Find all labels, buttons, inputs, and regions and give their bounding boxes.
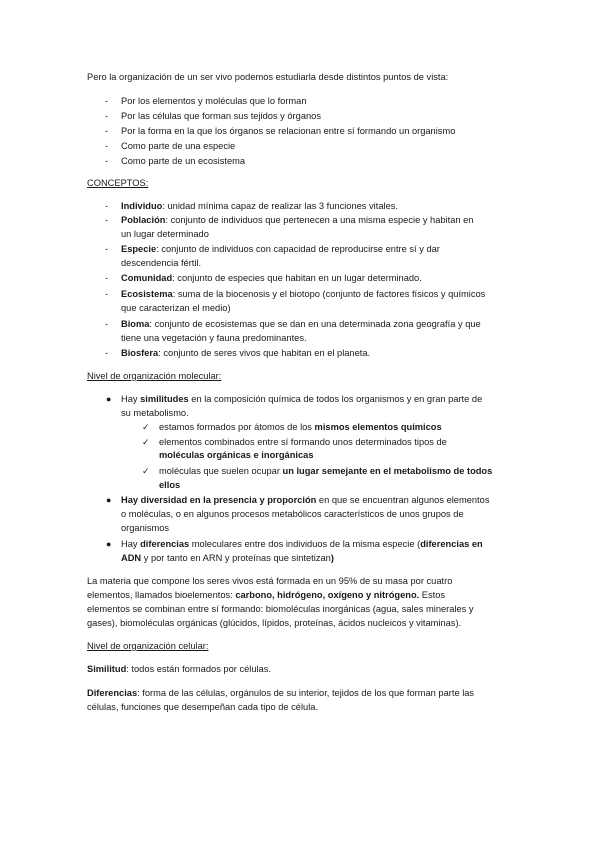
concept-individuo (121, 200, 398, 213)
emphasis: similitudes (140, 394, 189, 404)
list-item: Por las células que forman sus tejidos y órganos (121, 111, 321, 121)
molecular-bullet-similitudes (121, 393, 482, 406)
list-item: Como parte de una especie (121, 141, 236, 151)
intro-text: Pero la organización de un ser vivo podemos estudiarla desde distintos puntos de vista: (87, 72, 449, 82)
check-item (159, 465, 492, 478)
check-item-cont (159, 479, 180, 492)
check-item: elementos combinados entre sí formando unos determinados tipos de (159, 437, 447, 447)
list-item: Por la forma en la que los órganos se relacionan entre sí formando un organismo (121, 126, 456, 136)
concept-definition-cont: que caracterizan el medio) (121, 303, 231, 313)
checkmark-icon: ✓ (142, 422, 150, 432)
text: en la composición química de todos los organismos y en gran parte de (188, 394, 483, 404)
concept-ecosistema (121, 288, 485, 301)
concept-poblacion (121, 214, 473, 227)
list-dash: - (105, 156, 109, 166)
concept-definition: : suma de la biocenosis y el biotopo (conjunto de factores físicos y químicos (172, 289, 486, 299)
molecular-heading: Nivel de organización molecular: (87, 371, 222, 381)
paragraph-line (87, 589, 445, 602)
text: Hay (121, 394, 141, 404)
concept-definition-cont: un lugar determinado (121, 229, 209, 239)
list-dash: - (105, 244, 109, 254)
concept-definition-cont: tiene una vegetación y fauna predominantes. (121, 333, 307, 343)
list-dash: - (105, 215, 109, 225)
emphasis: ADN (121, 553, 142, 563)
list-dash: - (105, 348, 109, 358)
conceptos-heading: CONCEPTOS: (87, 178, 149, 188)
celular-similitud (87, 663, 271, 676)
paragraph-line: gases), biomoléculas orgánicas (glúcidos, lípidos, proteínas, ácidos nucleicos y vitaminas). (87, 618, 462, 628)
list-item: Como parte de un ecosistema (121, 156, 246, 166)
text: moléculas que suelen ocupar (159, 466, 283, 476)
checkmark-icon: ✓ (142, 466, 150, 476)
concept-especie (121, 243, 440, 256)
emphasis: moléculas orgánicas e inorgánicas (159, 450, 314, 460)
concept-term: Similitud (87, 664, 127, 674)
concept-definition: : conjunto de especies que habitan en un lugar determinado. (172, 273, 422, 283)
molecular-bullet-cont: su metabolismo. (121, 408, 189, 418)
emphasis: ellos (159, 480, 181, 490)
text: estamos formados por átomos de los (159, 422, 315, 432)
concept-biosfera (121, 347, 370, 360)
paragraph-line: células, funciones que desempeñan cada tipo de célula. (87, 702, 319, 712)
list-item: Por los elementos y moléculas que lo forman (121, 96, 307, 106)
concept-term: Diferencias (87, 688, 138, 698)
concept-term: Especie (121, 244, 157, 254)
concept-term: Ecosistema (121, 289, 173, 299)
text: y por tanto en ARN y proteínas que sintetizan (141, 553, 331, 563)
molecular-bullet-cont: organismos (121, 523, 170, 533)
molecular-bullet-diferencias (121, 538, 483, 551)
concept-term: Biosfera (121, 348, 159, 358)
text: en que se encuentran algunos elementos (316, 495, 490, 505)
checkmark-icon: ✓ (142, 437, 150, 447)
text: Hay (121, 539, 141, 549)
emphasis: carbono, hidrógeno, oxígeno y nitrógeno. (235, 590, 420, 600)
emphasis: diferencias (140, 539, 190, 549)
bullet-icon: ● (106, 394, 112, 404)
concept-term: Individuo (121, 201, 163, 211)
celular-heading: Nivel de organización celular: (87, 641, 209, 651)
concept-definition: : conjunto de ecosistemas que se dan en una determinada zona geografía y que (149, 319, 481, 329)
molecular-bullet-cont (121, 552, 334, 565)
molecular-bullet-diversidad (121, 494, 489, 507)
list-dash: - (105, 96, 109, 106)
emphasis: un lugar semejante en el metabolismo de todos (282, 466, 493, 476)
molecular-bullet-cont: o moléculas, o en algunos procesos metabólicos característicos de unos grupos de (121, 509, 464, 519)
concept-term: Bioma (121, 319, 150, 329)
concept-definition: : unidad mínima capaz de realizar las 3 funciones vitales. (162, 201, 398, 211)
text: moleculares entre dos individuos de la misma especie ( (189, 539, 421, 549)
list-dash: - (105, 126, 109, 136)
celular-diferencias (87, 687, 474, 700)
text: Estos (419, 590, 446, 600)
emphasis: diferencias en (420, 539, 483, 549)
text: : forma de las células, orgánulos de su interior, tejidos de los que forman parte las (137, 688, 475, 698)
list-dash: - (105, 319, 109, 329)
concept-definition: : conjunto de seres vivos que habitan en el planeta. (158, 348, 371, 358)
concept-comunidad (121, 272, 422, 285)
text: : todos están formados por células. (126, 664, 271, 674)
paragraph-line: La materia que compone los seres vivos está formada en un 95% de su masa por cuatro (87, 576, 453, 586)
concept-bioma (121, 318, 481, 331)
concept-term: Comunidad (121, 273, 173, 283)
list-dash: - (105, 201, 109, 211)
list-dash: - (105, 273, 109, 283)
list-dash: - (105, 289, 109, 299)
emphasis: mismos elementos químicos (314, 422, 442, 432)
bullet-icon: ● (106, 495, 112, 505)
check-item-cont (159, 449, 314, 462)
emphasis: ) (330, 553, 334, 563)
concept-term: Población (121, 215, 166, 225)
concept-definition-cont: descendencia fértil. (121, 258, 202, 268)
concept-definition: : conjunto de individuos que pertenecen a una misma especie y habitan en (165, 215, 474, 225)
list-dash: - (105, 141, 109, 151)
check-item (159, 421, 442, 434)
list-dash: - (105, 111, 109, 121)
text: elementos, llamados bioelementos: (87, 590, 236, 600)
bullet-icon: ● (106, 539, 112, 549)
concept-definition: : conjunto de individuos con capacidad de reproducirse entre sí y dar (156, 244, 440, 254)
paragraph-line: elementos se combinan entre sí formando: biomoléculas inorgánicas (agua, sales minerales y (87, 604, 474, 614)
emphasis: Hay diversidad en la presencia y proporción (121, 495, 317, 505)
